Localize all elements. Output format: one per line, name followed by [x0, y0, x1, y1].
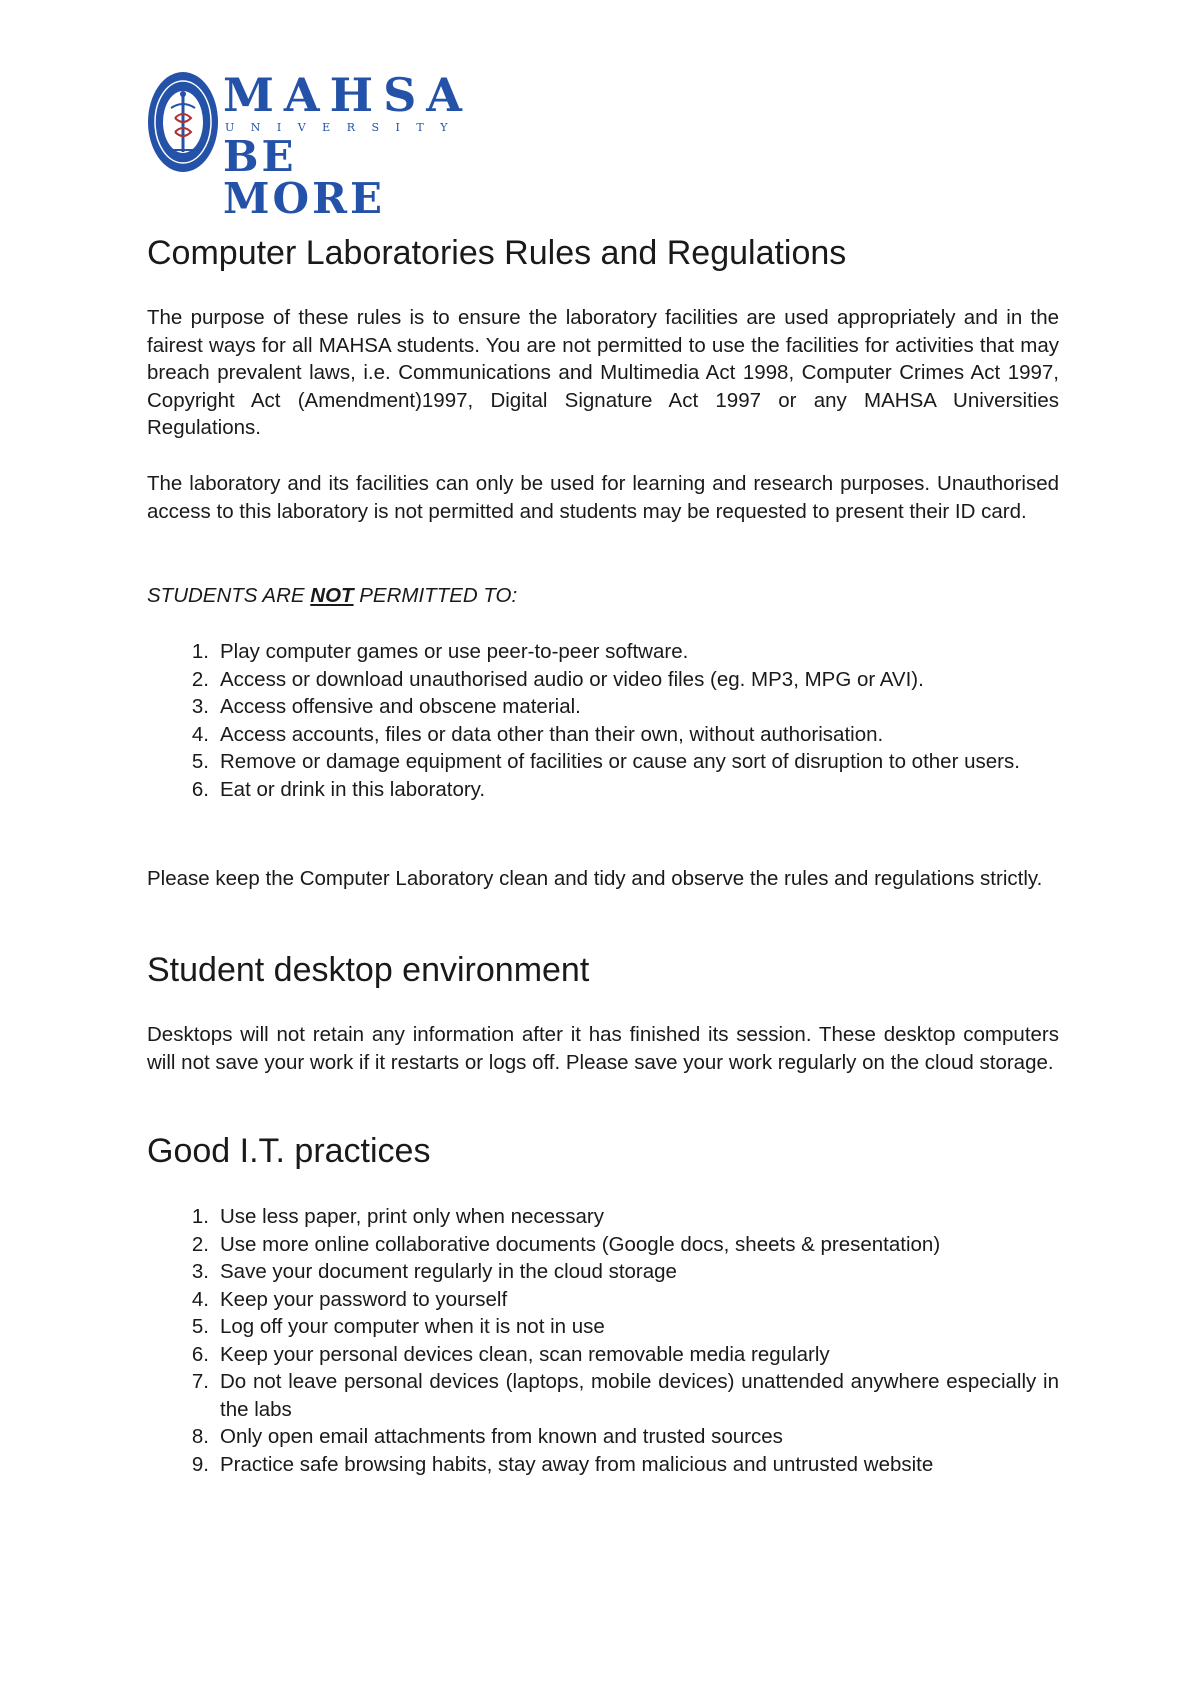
- rule-item-number: 2.: [191, 667, 209, 691]
- desktop-heading: Student desktop environment: [147, 951, 590, 989]
- practice-item: [147, 1231, 1059, 1259]
- university-seal-icon: [147, 70, 219, 175]
- rule-item-number: 5.: [191, 750, 209, 773]
- practice-item-number: 1.: [191, 1205, 209, 1228]
- practice-item-text: Log off your computer when it is not in use: [220, 1315, 605, 1338]
- practice-item: [147, 1423, 1059, 1451]
- practice-item: [147, 1341, 1059, 1369]
- rule-item: [147, 748, 1059, 776]
- practice-item: [147, 1258, 1059, 1286]
- practice-item-text: Do not leave personal devices (laptops, mobile devices) unattended anywhere especially in the labs: [220, 1370, 1059, 1421]
- practice-item-number: 7.: [191, 1370, 209, 1393]
- practice-item-number: 4.: [191, 1287, 209, 1311]
- practice-item: [147, 1313, 1059, 1341]
- practice-item-text: Save your document regularly in the cloud storage: [220, 1260, 677, 1283]
- practice-item-text: Use more online collaborative documents (Google docs, sheets & presentation): [220, 1232, 941, 1256]
- page-title: Computer Laboratories Rules and Regulations: [147, 234, 847, 272]
- practice-item-text: Keep your password to yourself: [220, 1287, 508, 1311]
- practice-item: [147, 1203, 1059, 1231]
- rule-item-text: Access or download unauthorised audio or video files (eg. MP3, MPG or AVI).: [220, 667, 924, 691]
- practice-item: [147, 1286, 1059, 1314]
- practice-item-text: Practice safe browsing habits, stay away from malicious and untrusted website: [220, 1452, 934, 1476]
- practice-item-text: Keep your personal devices clean, scan removable media regularly: [220, 1342, 830, 1366]
- practice-item-text: Only open email attachments from known and trusted sources: [220, 1425, 783, 1448]
- not-permitted-heading: [147, 582, 517, 610]
- practice-item-text: Use less paper, print only when necessary: [220, 1205, 605, 1228]
- intro-paragraph: The purpose of these rules is to ensure the laboratory facilities are used appropriately and in the fairest ways for all MAHSA students. You are not permitted to use the facilities for activities that may breach prevalent laws, i.e. Communications and Multimedia Act 1998, Computer Crimes Act 1997, Copyright Act (Amendment)1997, Digital Signature Act 1997 or any MAHSA Universities Regulations.: [147, 306, 1059, 439]
- logo-name: MAHSA: [223, 68, 472, 122]
- rule-item-text: Play computer games or use peer-to-peer software.: [220, 640, 689, 663]
- practice-item-number: 2.: [191, 1232, 209, 1256]
- practices-heading: Good I.T. practices: [147, 1132, 431, 1170]
- logo-subtitle: UNIVERSITY: [225, 121, 464, 134]
- rule-item-number: 1.: [191, 640, 209, 663]
- practice-item-number: 6.: [191, 1342, 209, 1366]
- mahsa-logo: [147, 68, 472, 223]
- not-permitted-emphasis: NOT: [310, 584, 354, 607]
- rule-item-text: Access accounts, files or data other than their own, without authorisation.: [220, 722, 884, 746]
- rule-item-number: 6.: [191, 777, 209, 801]
- practice-item-number: 5.: [191, 1315, 209, 1338]
- logo-wordmark: [223, 68, 473, 223]
- rule-item: [147, 776, 1059, 804]
- practice-item: [147, 1451, 1059, 1479]
- rule-item-text: Remove or damage equipment of facilities or cause any sort of disruption to other users.: [220, 750, 1020, 773]
- rules-list: [147, 638, 1059, 803]
- logo-tagline: BE MORE: [223, 132, 385, 223]
- closing-paragraph: Please keep the Computer Laboratory clean and tidy and observe the rules and regulations strictly.: [147, 867, 1043, 890]
- rule-item: [147, 666, 1059, 694]
- rule-item-text: Access offensive and obscene material.: [220, 695, 581, 718]
- usage-paragraph: The laboratory and its facilities can only be used for learning and research purposes. Unauthorised access to this laboratory is not permitted and students may be requested to present their ID card.: [147, 472, 1059, 523]
- rule-item: [147, 721, 1059, 749]
- practice-item: [147, 1368, 1059, 1423]
- rule-item: [147, 693, 1059, 721]
- practice-item-number: 9.: [191, 1452, 209, 1476]
- practice-item-number: 3.: [191, 1260, 209, 1283]
- desktop-paragraph: Desktops will not retain any information after it has finished its session. These desktop computers will not save your work if it restarts or logs off. Please save your work regularly on the cloud storage.: [147, 1023, 1059, 1074]
- not-permitted-suffix: PERMITTED TO:: [353, 584, 518, 607]
- rule-item-number: 4.: [191, 722, 209, 746]
- practice-item-number: 8.: [191, 1425, 209, 1448]
- practices-list: [147, 1203, 1059, 1478]
- rule-item-text: Eat or drink in this laboratory.: [220, 777, 486, 801]
- not-permitted-prefix: STUDENTS ARE: [147, 584, 311, 607]
- rule-item-number: 3.: [191, 695, 209, 718]
- rule-item: [147, 638, 1059, 666]
